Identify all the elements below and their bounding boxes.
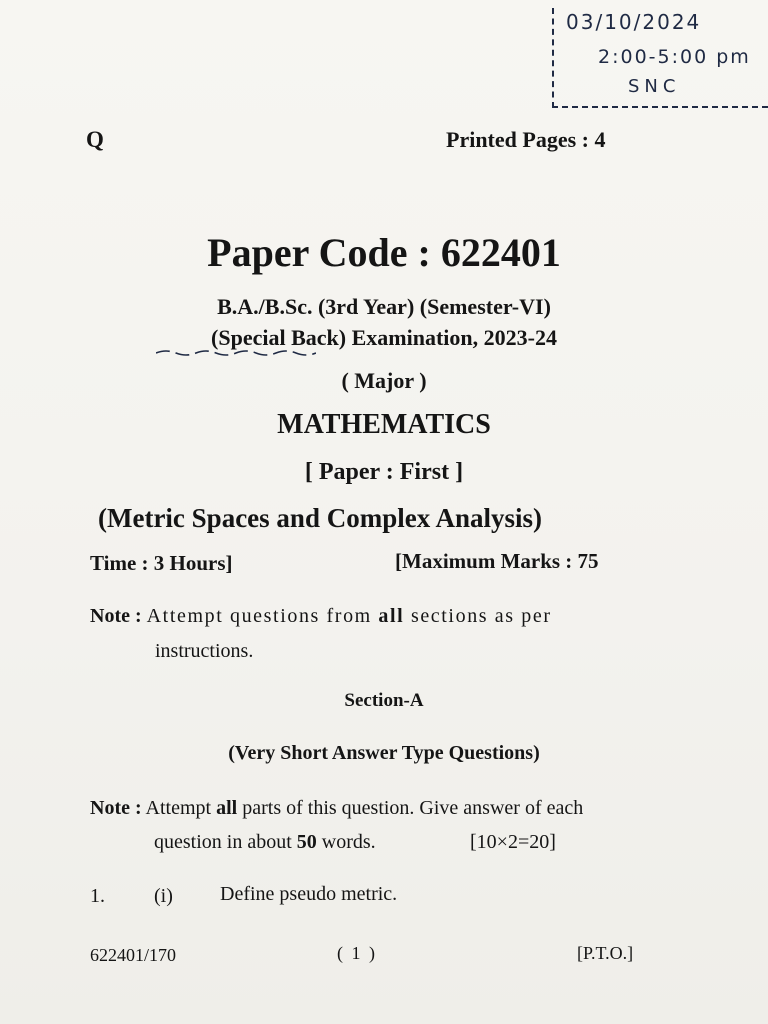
handwritten-date: 03/10/2024	[566, 10, 702, 34]
note-text-1: Attempt questions from	[146, 605, 379, 627]
question-text: Define pseudo metric.	[220, 883, 398, 905]
series-letter: Q	[86, 127, 104, 152]
handwritten-initials: SNC	[628, 76, 681, 97]
section-note-line-2	[154, 831, 376, 854]
handwritten-underline	[156, 349, 316, 357]
section-subtitle: (Very Short Answer Type Questions)	[228, 742, 540, 764]
examination-label: Examination, 2023-24	[346, 325, 557, 350]
section-note-line2-text-2: words.	[316, 831, 376, 853]
section-note	[90, 797, 583, 820]
question-number: 1.	[90, 885, 105, 907]
section-note-text-1: Attempt	[145, 797, 217, 819]
question-part: (i)	[154, 885, 173, 907]
section-marks: [10×2=20]	[470, 831, 556, 853]
general-note-line-2: instructions.	[155, 640, 254, 662]
handwritten-time: 2:00-5:00 pm	[598, 46, 751, 68]
pto-label: [P.T.O.]	[577, 943, 634, 963]
printed-pages: Printed Pages : 4	[446, 127, 606, 152]
major-label: ( Major )	[341, 368, 427, 393]
section-title: Section-A	[344, 690, 424, 711]
note-label: Note :	[90, 605, 142, 627]
section-note-line2-text-1: question in about	[154, 831, 297, 853]
maximum-marks: [Maximum Marks : 75	[395, 549, 599, 573]
note-text-2: sections as per	[404, 605, 552, 627]
special-back-label: (Special Back)	[211, 325, 347, 350]
subject-title: MATHEMATICS	[277, 409, 491, 440]
page-number: ( 1 )	[337, 943, 377, 963]
section-note-bold-50: 50	[296, 831, 317, 853]
paper-code: Paper Code : 622401	[207, 230, 561, 275]
general-note	[90, 605, 552, 628]
section-note-bold-all: all	[216, 797, 238, 819]
course-line-1: B.A./B.Sc. (3rd Year) (Semester-VI)	[217, 294, 551, 319]
course-line-2	[0, 325, 768, 351]
paper-topic: (Metric Spaces and Complex Analysis)	[98, 503, 542, 533]
section-note-text-2: parts of this question. Give answer of each	[237, 797, 584, 819]
footer-code: 622401/170	[90, 945, 177, 965]
section-note-label: Note :	[90, 797, 142, 819]
time-allowed: Time : 3 Hours]	[90, 551, 233, 575]
note-bold-all: all	[378, 605, 405, 627]
paper-number: [ Paper : First ]	[304, 459, 464, 485]
